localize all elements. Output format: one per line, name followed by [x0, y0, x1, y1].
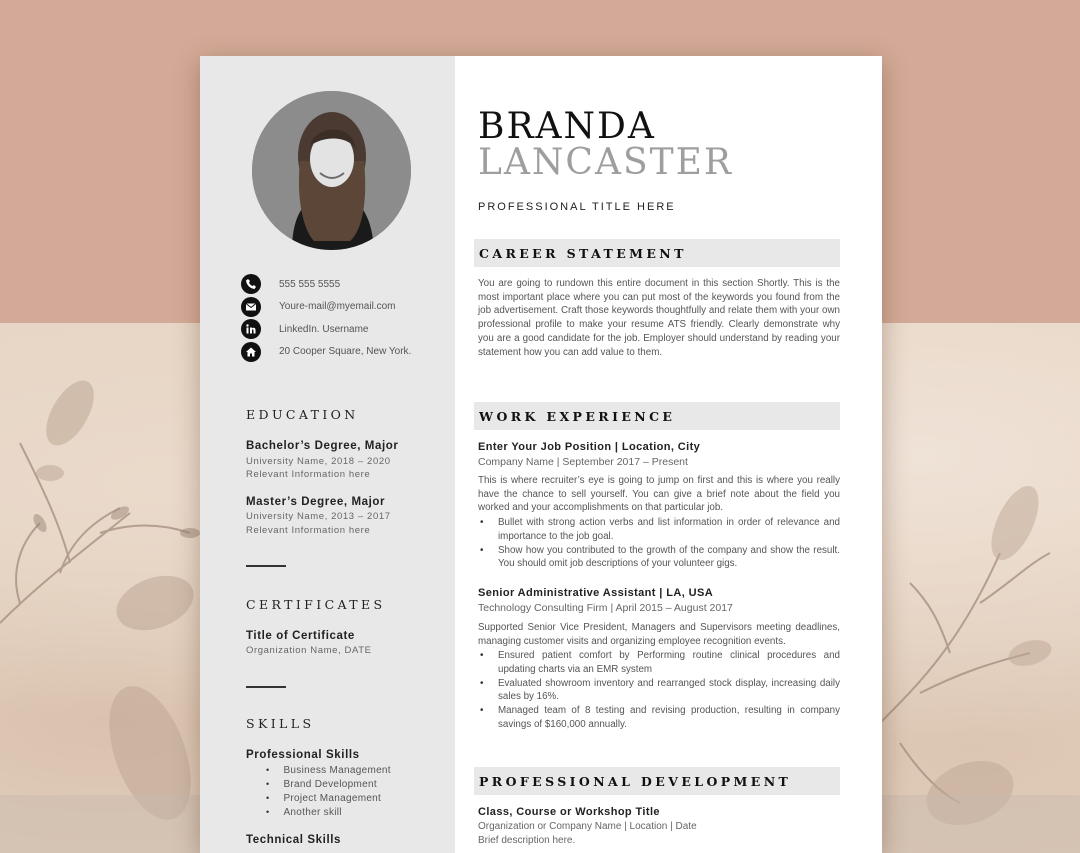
education-heading: EDUCATION	[246, 407, 359, 422]
skill-item: • Another skill	[266, 805, 391, 819]
job-summary-2: Supported Senior Vice President, Managers and Supervisors meeting deadlines, managing customer visits and organizing employee recognition events.	[478, 622, 840, 647]
contact-address	[241, 341, 411, 364]
contact-list	[241, 273, 411, 363]
job-summary-1: This is where recruiter’s eye is going to jump on first and this is where you really have the chance to sell yourself. You can give a brief note about the field you worked and your accomplishments on that particular job.	[478, 475, 840, 514]
career-statement-text: You are going to rundown this entire document in this section Shortly. This is the most important place where you can put most of the keywords you found from the job advertisement. Craft those keywords thoughtfully and relate them with your own professional profile to make your resume ATS friendly. Clearly demonstrate why you are a good candidate for the job. Employer should understand by reading your statement how you can add value to them.	[478, 278, 840, 358]
skill-item: • Brand Development	[266, 777, 391, 791]
floral-decoration-right	[880, 323, 1080, 853]
career-statement-heading: CAREER STATEMENT	[474, 239, 840, 267]
job-company-1: Company Name | September 2017 – Present	[478, 456, 688, 468]
course-description: Brief description here.	[478, 835, 576, 846]
job-bullets-2	[478, 649, 840, 732]
job-company-2: Technology Consulting Firm | April 2015 – August 2017	[478, 602, 733, 614]
course-org: Organization or Company Name | Location | Date	[478, 821, 697, 832]
profile-photo	[252, 91, 411, 250]
contact-linkedin	[241, 318, 411, 341]
bullet-item: • Ensured patient comfort by Performing routine clinical procedures and updating charts via an EMR system	[478, 649, 840, 676]
phone-text: 555 555 5555	[279, 278, 341, 290]
address-text: 20 Cooper Square, New York.	[279, 346, 412, 358]
email-text[interactable]: Youre-mail@myemail.com	[279, 301, 396, 313]
education-degree-2: Master’s Degree, Major	[246, 496, 386, 508]
job-bullets-1	[478, 516, 840, 571]
professional-skills-label: Professional Skills	[246, 749, 360, 761]
education-info-2: Relevant Information here	[246, 525, 371, 536]
skills-heading: SKILLS	[246, 716, 315, 731]
contact-email	[241, 296, 411, 319]
section-divider	[246, 565, 286, 567]
professional-title: PROFESSIONAL TITLE HERE	[478, 201, 676, 213]
technical-skills-label: Technical Skills	[246, 834, 342, 846]
person-silhouette-icon	[252, 91, 411, 250]
skill-item: • Business Management	[266, 763, 391, 777]
resume-sidebar	[200, 56, 455, 853]
section-divider	[246, 686, 286, 688]
professional-development-heading: PROFESSIONAL DEVELOPMENT	[474, 767, 840, 795]
email-icon	[241, 297, 261, 317]
resume-page	[200, 56, 882, 853]
job-title-2: Senior Administrative Assistant | LA, USA	[478, 587, 714, 599]
education-degree-1: Bachelor’s Degree, Major	[246, 440, 399, 452]
certificates-heading: CERTIFICATES	[246, 597, 386, 612]
certificate-org: Organization Name, DATE	[246, 645, 372, 656]
name-last: LANCASTER	[478, 142, 734, 183]
professional-skills-list	[266, 763, 391, 819]
course-title: Class, Course or Workshop Title	[478, 806, 660, 818]
education-school-2: University Name, 2013 – 2017	[246, 511, 391, 522]
bullet-item: • Evaluated showroom inventory and rearranged stock display, increasing daily sales by 16%.	[478, 677, 840, 704]
certificate-title: Title of Certificate	[246, 630, 355, 642]
name-first: BRANDA	[478, 106, 656, 147]
work-experience-heading: WORK EXPERIENCE	[474, 402, 840, 430]
bullet-item: • Managed team of 8 testing and revising production, resulting in company savings of $160,000 annually.	[478, 704, 840, 731]
skill-item: • Project Management	[266, 791, 391, 805]
phone-icon	[241, 274, 261, 294]
home-icon	[241, 342, 261, 362]
job-title-1: Enter Your Job Position | Location, City	[478, 441, 701, 453]
education-info-1: Relevant Information here	[246, 469, 371, 480]
linkedin-text[interactable]: LinkedIn. Username	[279, 323, 369, 335]
linkedin-icon	[241, 319, 261, 339]
bullet-item: • Bullet with strong action verbs and list information in order of relevance and importance to the job goal.	[478, 516, 840, 543]
floral-decoration-left	[0, 323, 210, 853]
bullet-item: • Show how you contributed to the growth of the company and show the result. You should omit job descriptions of your volunteer gigs.	[478, 544, 840, 571]
education-school-1: University Name, 2018 – 2020	[246, 456, 391, 467]
resume-main	[455, 56, 882, 853]
contact-phone	[241, 273, 411, 296]
